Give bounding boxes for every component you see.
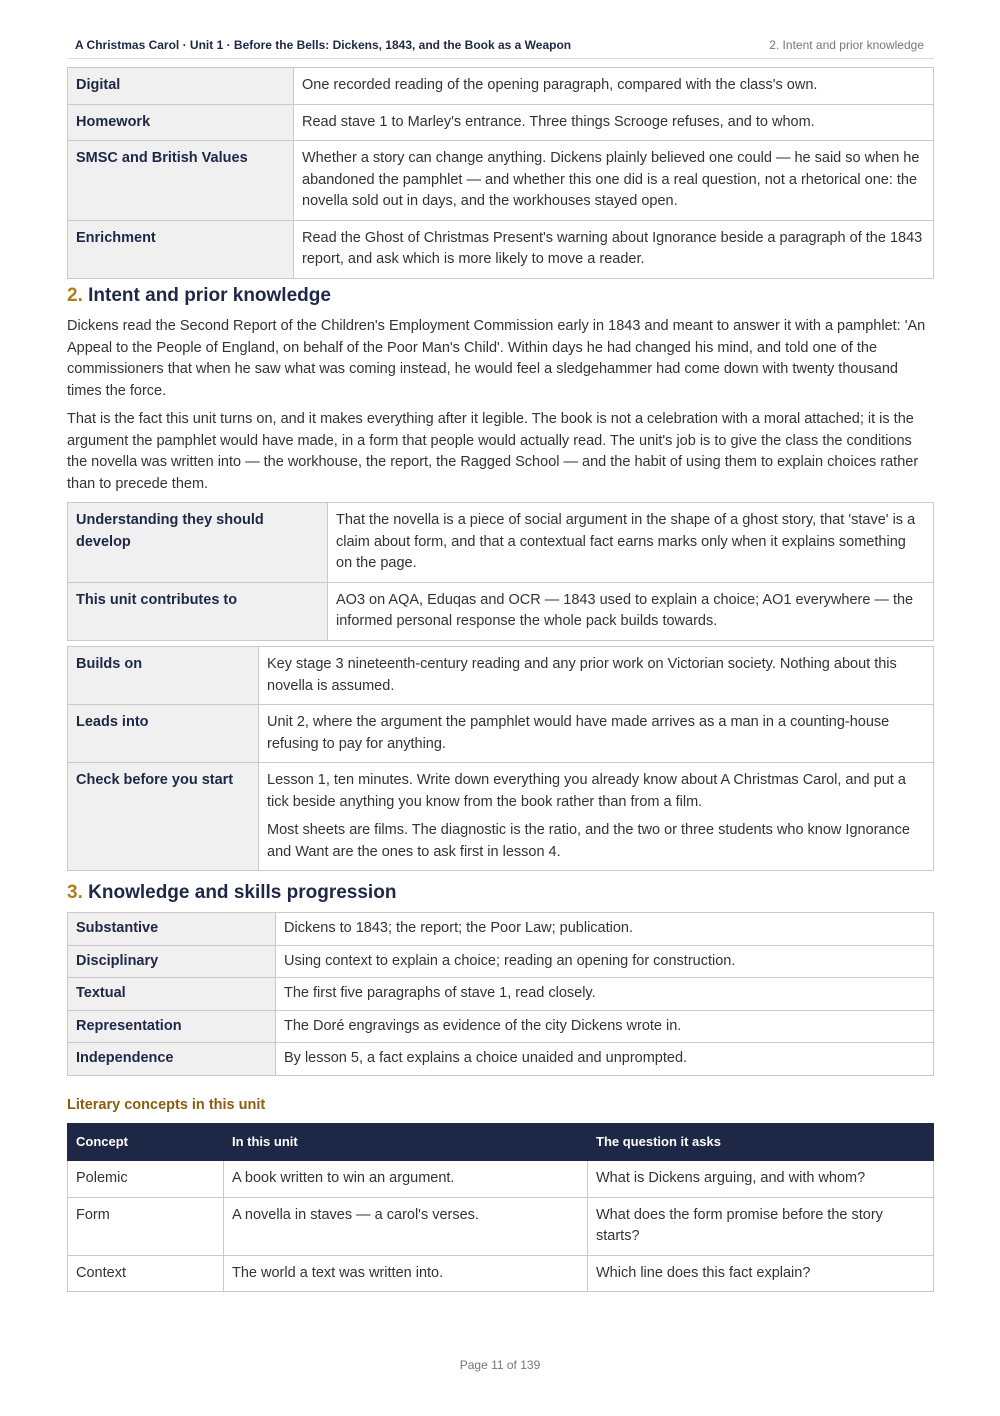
table-row xyxy=(68,503,934,583)
table-row xyxy=(68,1010,934,1043)
table-header-row xyxy=(68,1124,934,1161)
row-value: Using context to explain a choice; reading an opening for construction. xyxy=(276,945,934,978)
intent-paragraph-2: That is the fact this unit turns on, and it makes everything after it legible. The book is not a celebration with a moral attached; it is the argument the pamphlet would have made, in a form that people would actually read. The unit's job is to give the class the conditions the novella was written into — the workhouse, the report, the Ragged School — and the habit of using them to explain choices rather than to precede them. xyxy=(67,411,919,493)
table-row xyxy=(68,705,934,763)
table-row xyxy=(68,647,934,705)
intent-table xyxy=(67,502,934,641)
table-row xyxy=(68,1161,934,1198)
concepts-heading: Literary concepts in this unit xyxy=(67,1097,266,1113)
row-key: SMSC and British Values xyxy=(68,141,294,221)
unit-overview-table-continued xyxy=(67,67,934,279)
concept-cell: Polemic xyxy=(68,1161,224,1198)
table-row xyxy=(68,582,934,640)
concept-cell: Context xyxy=(68,1255,224,1292)
row-key: Check before you start xyxy=(68,763,259,871)
row-value-paragraph: Lesson 1, ten minutes. Write down everything you already know about A Christmas Carol, and put a tick beside anything you know from the book rather than from a film. xyxy=(267,772,906,810)
row-key: Substantive xyxy=(68,913,276,946)
section-heading-intent xyxy=(67,284,331,308)
row-value: Read the Ghost of Christmas Present's warning about Ignorance beside a paragraph of the 1843 report, and ask which is more likely to move a reader. xyxy=(294,220,934,278)
row-key: Independence xyxy=(68,1043,276,1076)
section-heading-progression xyxy=(67,881,396,905)
running-header-title: A Christmas Carol · Unit 1 · Before the Bells: Dickens, 1843, and the Book as a Weapon xyxy=(75,38,572,52)
running-header xyxy=(67,38,934,59)
row-key: Builds on xyxy=(68,647,259,705)
table-row xyxy=(68,1197,934,1255)
intent-paragraph-1: Dickens read the Second Report of the Children's Employment Commission early in 1843 and meant to answer it with a pamphlet: 'An Appeal to the People of England, on behalf of the Poor Man's Child'. Within days he had changed his mind, and told one of the commissioners that when he saw what was coming instead, he would feel a sledgehammer had come down with twenty thousand times the force. xyxy=(67,318,926,400)
row-key: Leads into xyxy=(68,705,259,763)
row-value-paragraph: Unit 2, where the argument the pamphlet would have made arrives as a man in a counting-house refusing to pay for anything. xyxy=(267,714,890,752)
in-unit-cell: A book written to win an argument. xyxy=(224,1161,588,1198)
row-value: Read stave 1 to Marley's entrance. Three things Scrooge refuses, and to whom. xyxy=(294,104,934,141)
row-value xyxy=(259,647,934,705)
column-header: The question it asks xyxy=(588,1124,934,1161)
row-key: This unit contributes to xyxy=(68,582,328,640)
table-row xyxy=(68,945,934,978)
table-row xyxy=(68,220,934,278)
running-header-section: 2. Intent and prior knowledge xyxy=(769,38,924,52)
prior-knowledge-table xyxy=(67,646,934,871)
table-row xyxy=(68,68,934,105)
row-key: Digital xyxy=(68,68,294,105)
question-cell: What is Dickens arguing, and with whom? xyxy=(588,1161,934,1198)
row-key: Textual xyxy=(68,978,276,1011)
row-value: Dickens to 1843; the report; the Poor Law; publication. xyxy=(276,913,934,946)
row-value xyxy=(259,705,934,763)
section-number: 3. xyxy=(67,882,83,903)
concept-cell: Form xyxy=(68,1197,224,1255)
table-row xyxy=(68,104,934,141)
row-key: Understanding they should develop xyxy=(68,503,328,583)
table-row xyxy=(68,913,934,946)
row-value xyxy=(259,763,934,871)
row-value: The first five paragraphs of stave 1, read closely. xyxy=(276,978,934,1011)
section-title: Intent and prior knowledge xyxy=(88,285,331,306)
row-value: One recorded reading of the opening paragraph, compared with the class's own. xyxy=(294,68,934,105)
row-value-paragraph: Key stage 3 nineteenth-century reading and any prior work on Victorian society. Nothing about this novella is assumed. xyxy=(267,656,897,694)
question-cell: What does the form promise before the story starts? xyxy=(588,1197,934,1255)
page-number: Page 11 of 139 xyxy=(459,1358,541,1372)
section-number: 2. xyxy=(67,285,83,306)
row-key: Enrichment xyxy=(68,220,294,278)
row-value: That the novella is a piece of social argument in the shape of a ghost story, that 'stave' is a claim about form, and that a contextual fact earns marks only when it explains something on the page. xyxy=(328,503,934,583)
row-value: By lesson 5, a fact explains a choice unaided and unprompted. xyxy=(276,1043,934,1076)
row-value: AO3 on AQA, Eduqas and OCR — 1843 used to explain a choice; AO1 everywhere — the informed personal response the whole pack builds towards. xyxy=(328,582,934,640)
row-value-paragraph: Most sheets are films. The diagnostic is the ratio, and the two or three students who know Ignorance and Want are the ones to ask first in lesson 4. xyxy=(267,822,910,860)
progression-table xyxy=(67,912,934,1076)
column-header: In this unit xyxy=(224,1124,588,1161)
question-cell: Which line does this fact explain? xyxy=(588,1255,934,1292)
in-unit-cell: A novella in staves — a carol's verses. xyxy=(224,1197,588,1255)
table-row xyxy=(68,763,934,871)
table-row xyxy=(68,141,934,221)
concepts-table xyxy=(67,1123,934,1292)
in-unit-cell: The world a text was written into. xyxy=(224,1255,588,1292)
row-value: The Doré engravings as evidence of the city Dickens wrote in. xyxy=(276,1010,934,1043)
table-row xyxy=(68,1255,934,1292)
row-key: Representation xyxy=(68,1010,276,1043)
table-row xyxy=(68,1043,934,1076)
section-title: Knowledge and skills progression xyxy=(88,882,397,903)
row-key: Disciplinary xyxy=(68,945,276,978)
table-row xyxy=(68,978,934,1011)
column-header: Concept xyxy=(68,1124,224,1161)
row-key: Homework xyxy=(68,104,294,141)
row-value: Whether a story can change anything. Dickens plainly believed one could — he said so when he abandoned the pamphlet — and whether this one did is a real question, not a rhetorical one: the novella sold out in days, and the workhouses stayed open. xyxy=(294,141,934,221)
